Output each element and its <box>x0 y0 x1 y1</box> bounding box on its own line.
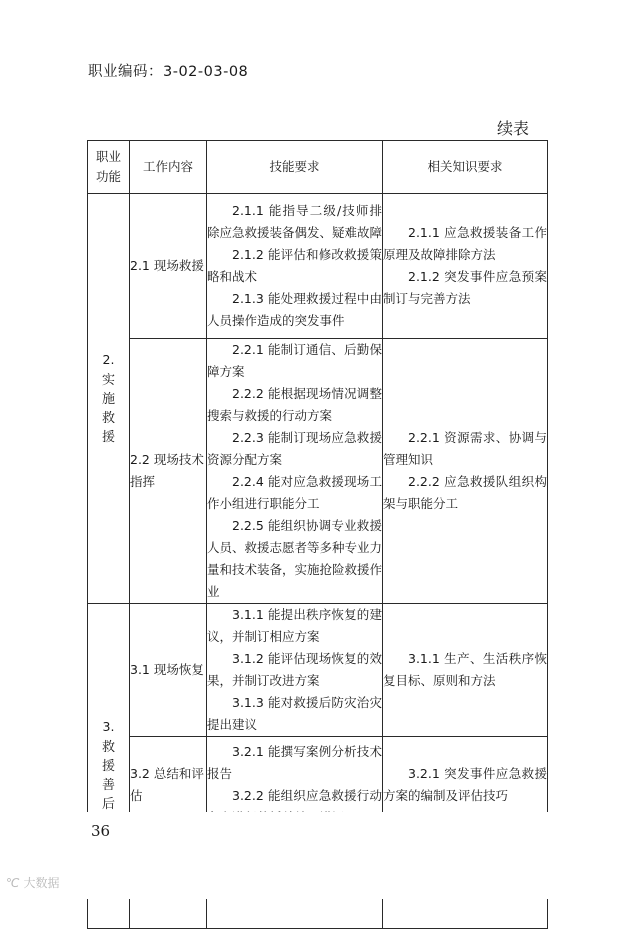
skill-item: 3.2.2 能组织应急救援行动 <box>232 788 382 803</box>
content-cell: 3.2 总结和评估 <box>130 737 207 929</box>
knowledge-cell <box>383 339 548 604</box>
skills-standard-table <box>87 140 548 929</box>
table-header-row <box>88 141 548 194</box>
header-content: 工作内容 <box>130 141 207 194</box>
skills-cell <box>207 194 383 339</box>
skill-item: 2.2.5 能组织协调专业救援人员、救援志愿者等多种专业力量和技术装备，实施抢险救援作业 <box>207 518 383 599</box>
skill-item: 2.2.2 能根据现场情况调整搜索与救援的行动方案 <box>207 386 382 423</box>
knowledge-item: 3.2.1 突发事件应急救援方案的编制及评估技巧 <box>383 766 547 803</box>
knowledge-cell <box>383 194 548 339</box>
function-number: 2. <box>102 351 115 367</box>
skill-item: 3.2.1 能撰写案例分析技术报告 <box>207 744 382 781</box>
header-knowledge: 相关知识要求 <box>383 141 548 194</box>
table-row <box>88 194 548 339</box>
header-skills: 技能要求 <box>207 141 383 194</box>
skill-item: 2.1.2 能评估和修改救援策略和战术 <box>207 247 382 284</box>
skills-cell <box>207 339 383 604</box>
function-number: 3. <box>102 719 115 734</box>
knowledge-item: 2.1.1 应急救援装备工作原理及故障排除方法 <box>383 225 547 262</box>
skill-item: 2.2.1 能制订通信、后勤保障方案 <box>207 342 382 379</box>
skill-item: 3.1.2 能评估现场恢复的效果，并制订改进方案 <box>207 651 382 688</box>
skill-item: 2.1.3 能处理救援过程中由人员操作造成的突发事件 <box>207 291 382 328</box>
skill-item: 2.2.3 能制订现场应急救援资源分配方案 <box>207 430 382 467</box>
function-cell-2 <box>88 194 130 604</box>
knowledge-item: 3.1.1 生产、生活秩序恢复目标、原则和方法 <box>383 651 547 688</box>
watermark <box>6 874 60 891</box>
table-row <box>88 339 548 604</box>
skill-item: 3.1.1 能提出秩序恢复的建议，并制订相应方案 <box>207 607 382 644</box>
content-cell: 2.2 现场技术指挥 <box>130 339 207 604</box>
skill-item: 2.1.1 能指导二级/技师排除应急救援装备偶发、疑难故障 <box>207 203 383 240</box>
header-function: 职业功能 <box>88 141 130 194</box>
knowledge-cell <box>383 604 548 737</box>
knowledge-item: 2.2.2 应急救援队组织构架与职能分工 <box>383 474 547 511</box>
knowledge-item: 2.2.1 资源需求、协调与管理知识 <box>383 430 547 467</box>
watermark-text: 大数据 <box>23 876 60 890</box>
skill-item: 3.1.3 能对救援后防灾治灾提出建议 <box>207 695 382 732</box>
function-name: 救援善后 <box>101 740 115 812</box>
content-cell: 2.1 现场救援 <box>130 194 207 339</box>
watermark-logo-icon: ℃ <box>6 876 20 890</box>
page-number: 36 <box>91 822 111 840</box>
continued-label: 续表 <box>497 119 530 138</box>
knowledge-item: 2.1.2 突发事件应急预案制订与完善方法 <box>383 269 547 306</box>
table-row <box>88 604 548 737</box>
function-name: 实施救援 <box>101 372 115 445</box>
skills-cell <box>207 604 383 737</box>
skill-item: 2.2.4 能对应急救援现场工作小组进行职能分工 <box>207 474 382 511</box>
content-cell: 3.1 现场恢复 <box>130 604 207 737</box>
occupation-code: 职业编码：3-02-03-08 <box>88 64 249 80</box>
